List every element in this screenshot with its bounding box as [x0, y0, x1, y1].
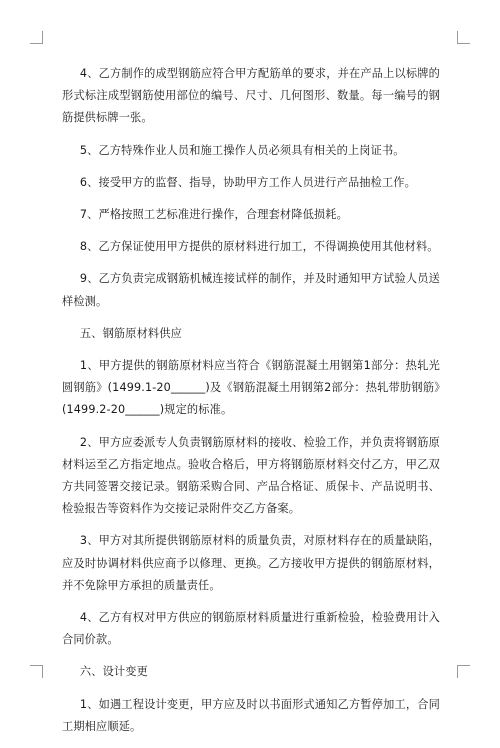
section-heading-6: 六、设计变更: [79, 665, 148, 679]
crop-mark-bottom-right: [457, 665, 470, 678]
supply-clause-4-reinspection: 4、乙方有权对甲方供应的钢筋原材料质量进行重新检验，检验费用计入合同价款。: [62, 611, 440, 647]
clause-5-certificates: 5、乙方特殊作业人员和施工操作人员必须具有相关的上岗证书。: [79, 143, 405, 157]
document-body: [62, 63, 440, 748]
crop-mark-top-right: [457, 31, 470, 44]
clause-8-materials-usage: 8、乙方保证使用甲方提供的原材料进行加工，不得调换使用其他材料。: [79, 240, 439, 254]
section-heading-5: 五、钢筋原材料供应: [79, 326, 182, 340]
supply-clause-1-standards: 1、甲方提供的钢筋原材料应当符合《钢筋混凝土用钢第1部分：热轧光圆钢筋》(1499.1-20______)及《钢筋混凝土用钢第2部分：热轧带肋钢筋》(1499.2-20______)规定的标准。: [62, 359, 440, 417]
clause-9-sample-testing: 9、乙方负责完成钢筋机械连接试样的制作，并及时通知甲方试验人员送样检测。: [62, 272, 440, 308]
supply-clause-3-quality: 3、甲方对其所提供钢筋原材料的质量负责，对原材料存在的质量缺陷，应及时协调材料供应商予以修理、更换。乙方接收甲方提供的钢筋原材料，并不免除甲方承担的质量责任。: [62, 534, 440, 592]
clause-7-process-standard: 7、严格按照工艺标准进行操作，合理套材降低损耗。: [79, 208, 348, 222]
clause-6-supervision: 6、接受甲方的监督、指导，协助甲方工作人员进行产品抽检工作。: [79, 175, 416, 189]
design-change-clause-1: 1、如遇工程设计变更，甲方应及时以书面形式通知乙方暂停加工，合同工期相应顺延。: [62, 697, 440, 733]
crop-mark-bottom-left: [30, 665, 43, 678]
crop-mark-top-left: [30, 31, 43, 44]
supply-clause-2-receiving: 2、甲方应委派专人负责钢筋原材料的接收、检验工作，并负责将钢筋原材料运至乙方指定地点。验收合格后，甲方将钢筋原材料交付乙方，甲乙双方共同签署交接记录。钢筋采购合同、产品合格证、质保卡、产品说明书、检验报告等资料作为交接记录附件交乙方备案。: [62, 435, 440, 516]
clause-4-product-labeling: 4、乙方制作的成型钢筋应符合甲方配筋单的要求，并在产品上以标牌的形式标注成型钢筋使用部位的编号、尺寸、几何图形、数量。每一编号的钢筋提供标牌一张。: [62, 67, 440, 125]
